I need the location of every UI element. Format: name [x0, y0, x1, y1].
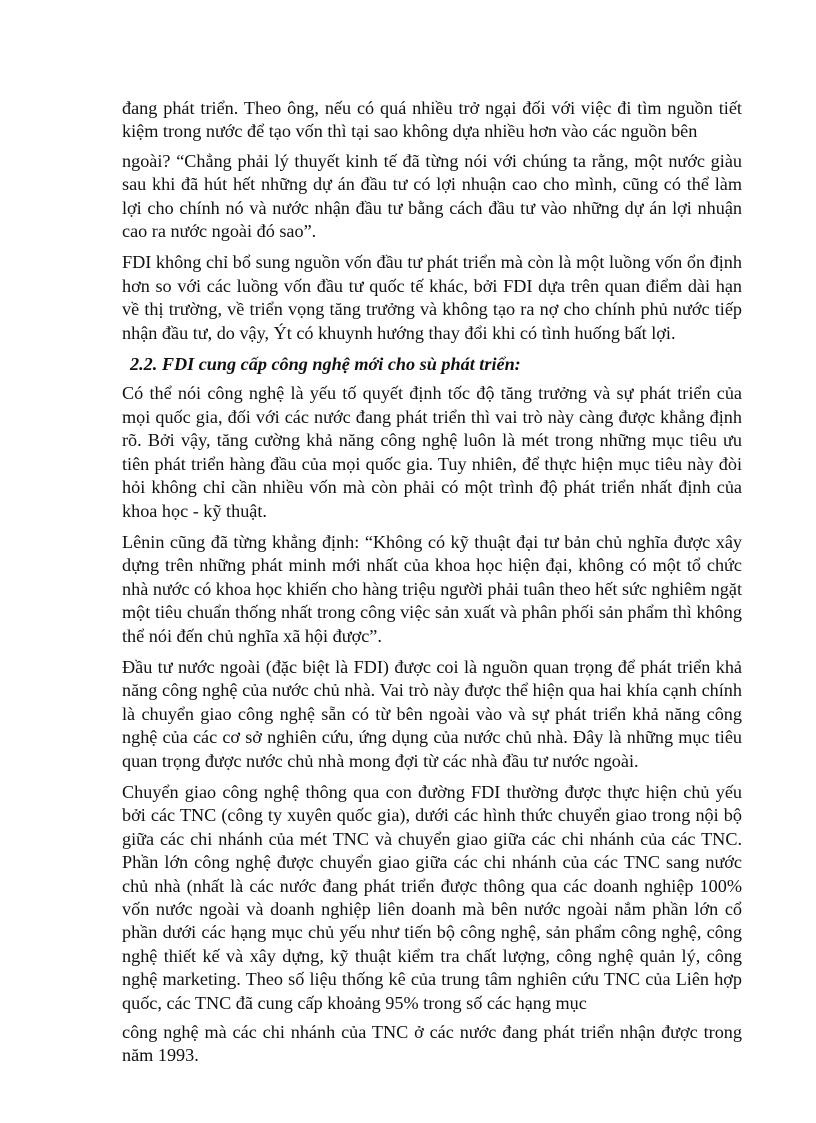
paragraph-6-rest: công nghệ mà các chi nhánh của TNC ở các nước đang phát triển nhận được trong năm 1993.: [122, 1022, 742, 1066]
paragraph-1: [122, 97, 742, 144]
paragraph-1-continued: [122, 150, 742, 244]
section-heading: 2.2. FDI cung cấp công nghệ mới cho sù phát triển:: [130, 354, 521, 375]
paragraph-6: [122, 781, 742, 1015]
paragraph-2-text: FDI không chỉ bổ sung nguồn vốn đầu tư phát triển mà còn là một luồng vốn ổn định hơn so với các luồng vốn đầu tư quốc tế khác, bởi FDI dựa trên quan điểm dài hạn về thị trường, về triển vọng tăng trưởng và không tạo ra nợ cho chính phủ nước tiếp nhận đầu tư, do vậy, Ýt có khuynh hướng thay đổi khi có tình huống bất lợi.: [122, 252, 742, 343]
paragraph-1-rest: ngoài? “Chẳng phải lý thuyết kinh tế đã từng nói với chúng ta rằng, một nước giàu sau khi đã hút hết những dự án đầu tư có lợi nhuận cao cho mình, cũng có thể làm lợi cho chính nó và nước nhận đầu tư bằng cách đầu tư vào những dự án lợi nhuận cao ra nước ngoài đó sao”.: [122, 150, 742, 242]
paragraph-1-first: đang phát triển. Theo ông, nếu có quá nhiều trở ngại đối với việc đi tìm nguồn tiết kiệm trong nước để tạo vốn thì tại sao không dựa nhiều hơn vào các nguồn bên: [122, 98, 742, 142]
paragraph-3: [122, 382, 742, 522]
document-page: [122, 97, 742, 1076]
paragraph-3-text: Có thể nói công nghệ là yếu tố quyết định tốc độ tăng trưởng và sự phát triển của mọi quốc gia, đối với các nước đang phát triển thì vai trò này càng được khẳng định rõ. Bởi vậy, tăng cường khả năng công nghệ luôn là mét trong những mục tiêu ưu tiên phát triển hàng đầu của mọi quốc gia. Tuy nhiên, để thực hiện mục tiêu này đòi hỏi không chỉ cần nhiều vốn mà còn phải có một trình độ phát triển nhất định của khoa học - kỹ thuật.: [122, 383, 742, 521]
paragraph-4-text: Lênin cũng đã từng khẳng định: “Không có kỹ thuật đại tư bản chủ nghĩa được xây dựng trên những phát minh mới nhất của khoa học hiện đại, không có một tổ chức nhà nước có khoa học khiến cho hàng triệu người phải tuân theo hết sức nghiêm ngặt một tiêu chuẩn thống nhất trong công việc sản xuất và phân phối sản phẩm thì không thể nói đến chủ nghĩa xã hội được”.: [122, 531, 742, 646]
paragraph-6-continued: [122, 1021, 742, 1068]
paragraph-5: [122, 656, 742, 773]
paragraph-5-text: Đầu tư nước ngoài (đặc biệt là FDI) được coi là nguồn quan trọng để phát triển khả năng công nghệ của nước chủ nhà. Vai trò này được thể hiện qua hai khía cạnh chính là chuyển giao công nghệ sẵn có từ bên ngoài vào và sự phát triển khả năng công nghệ của các cơ sở nghiên cứu, ứng dụng của nước chủ nhà. Đây là những mục tiêu quan trọng được nước chủ nhà mong đợi từ các nhà đầu tư nước ngoài.: [122, 656, 742, 771]
paragraph-6-first: Chuyển giao công nghệ thông qua con đường FDI thường được thực hiện chủ yếu bởi các TNC (công ty xuyên quốc gia), dưới các hình thức chuyển giao trong nội bộ giữa các chi nhánh của mét TNC và chuyển giao giữa các chi nhánh của các TNC. Phần lớn công nghệ được chuyển giao giữa các chi nhánh của các TNC sang nước chủ nhà (nhất là các nước đang phát triển được thông qua các doanh nghiệp 100% vốn nước ngoài và doanh nghiệp liên doanh mà bên nước ngoài nắm phần lớn cổ phần dưới các hạng mục chủ yếu như tiến bộ công nghệ, sản phẩm công nghệ, công nghệ thiết kế và xây dựng, kỹ thuật kiểm tra chất lượng, công nghệ quản lý, công nghệ marketing. Theo số liệu thống kê của trung tâm nghiên cứu TNC của Liên hợp quốc, các TNC đã cung cấp khoảng 95% trong số các hạng mục: [122, 781, 742, 1013]
paragraph-2: [122, 251, 742, 345]
paragraph-4: [122, 531, 742, 648]
